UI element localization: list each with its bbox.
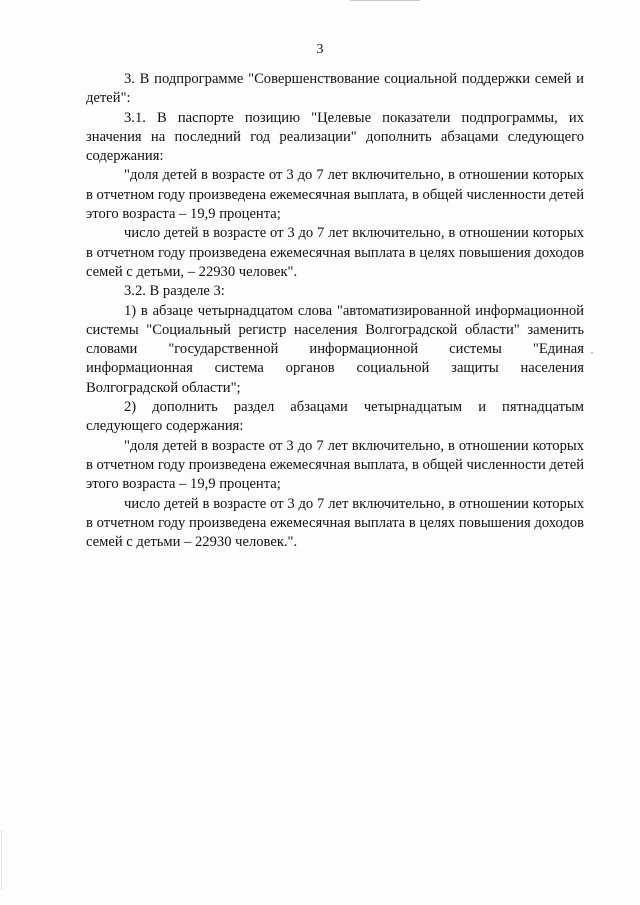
document-body <box>86 70 584 552</box>
paragraph-item-1: 1) в абзаце четырнадцатом слова "автоматизированной информационной системы "Социальный регистр населения Волгоградской области" заменить словами "государственной информационной системы "Единая информационная система органов социальной защиты населения Волгоградской области"; <box>86 302 584 396</box>
paragraph-item-2: 2) дополнить раздел абзацами четырнадцатым и пятнадцатым следующего содержания: <box>86 399 584 435</box>
paragraph-3-1: 3.1. В паспорте позицию "Целевые показатели подпрограммы, их значения на последний год реализации" дополнить абзацами следующего содержания: <box>86 109 584 165</box>
paragraph-3-2: 3.2. В разделе 3: <box>124 283 225 300</box>
scan-artifact-right <box>591 352 593 354</box>
paragraph-quote-count: число детей в возрасте от 3 до 7 лет включительно, в отношении которых в отчетном году произведена ежемесячная выплата в целях повышения доходов семей с детьми, – 22930 человек". <box>86 225 584 280</box>
paragraph-quote-share-2: "доля детей в возрасте от 3 до 7 лет включительно, в отношении которых в отчетном году произведена ежемесячная выплата, в общей численности детей этого возраста – 19,9 процента; <box>86 437 585 493</box>
paragraph-quote-count-2: число детей в возрасте от 3 до 7 лет включительно, в отношении которых в отчетном году произведена ежемесячная выплата в целях повышения доходов семей с детьми – 22930 человек.". <box>86 495 584 551</box>
scan-artifact-top <box>350 0 420 1</box>
paragraph-quote-share: "доля детей в возрасте от 3 до 7 лет включительно, в отношении которых в отчетном году произведена ежемесячная выплата, в общей численности детей этого возраста – 19,9 процента; <box>86 167 585 223</box>
paragraph-3: 3. В подпрограмме "Совершенствование социальной поддержки семей и детей": <box>86 71 584 107</box>
page-number: 3 <box>316 42 324 57</box>
scan-artifact-left <box>1 830 2 890</box>
